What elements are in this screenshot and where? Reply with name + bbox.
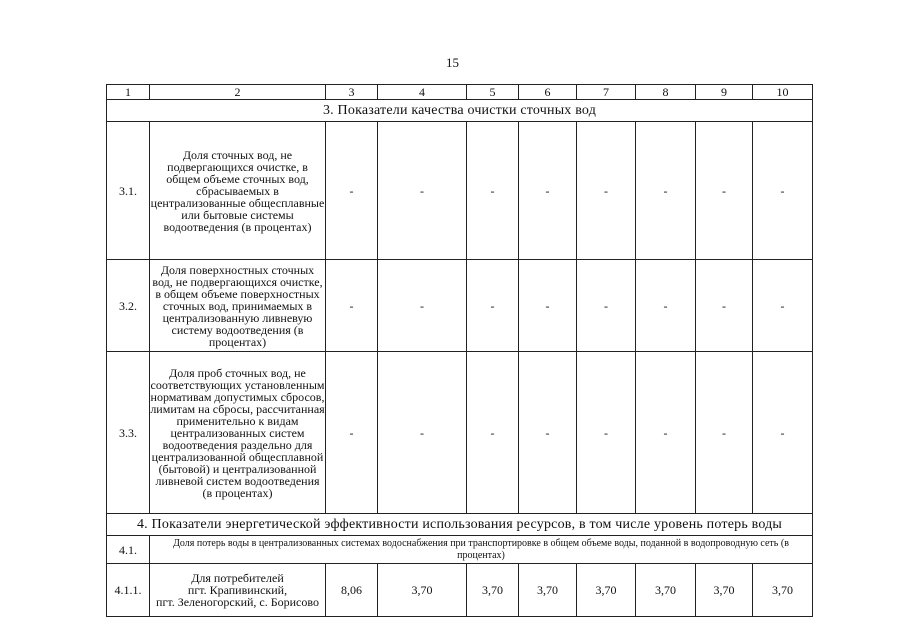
table-row [107, 352, 813, 514]
value-cell: 3,70 [696, 564, 753, 617]
section-3-title: 3. Показатели качества очистки сточных вод [107, 100, 813, 122]
value-cell: - [467, 260, 519, 352]
value-cell: - [326, 260, 378, 352]
row-number: 4.1. [107, 536, 150, 564]
value-cell: - [467, 122, 519, 260]
value-cell: 3,70 [378, 564, 467, 617]
indicators-table [106, 84, 813, 617]
row-number: 3.3. [107, 352, 150, 514]
value-cell: 3,70 [577, 564, 636, 617]
value-cell: - [636, 122, 696, 260]
column-number: 7 [577, 85, 636, 100]
page-number: 15 [446, 55, 459, 70]
value-cell: - [577, 122, 636, 260]
value-cell: 3,70 [753, 564, 813, 617]
row-number: 4.1.1. [107, 564, 150, 617]
value-cell: - [636, 260, 696, 352]
column-number: 5 [467, 85, 519, 100]
table-row [107, 536, 813, 564]
value-cell: 3,70 [467, 564, 519, 617]
value-cell: - [696, 122, 753, 260]
value-cell: 3,70 [519, 564, 577, 617]
section-4-title: 4. Показатели энергетической эффективности использования ресурсов, в том числе уровень потерь воды [107, 514, 813, 536]
column-number: 1 [107, 85, 150, 100]
value-cell: - [636, 352, 696, 514]
row-description: Доля потерь воды в централизованных системах водоснабжения при транспортировке в общем объеме воды, поданной в водопроводную сеть (в процентах) [150, 536, 813, 564]
value-cell: 8,06 [326, 564, 378, 617]
column-number: 6 [519, 85, 577, 100]
column-number: 4 [378, 85, 467, 100]
value-cell: - [696, 260, 753, 352]
value-cell: - [753, 122, 813, 260]
row-description [150, 564, 326, 617]
value-cell: - [519, 352, 577, 514]
value-cell: - [519, 122, 577, 260]
row-number: 3.2. [107, 260, 150, 352]
row-description: Доля проб сточных вод, не соответствующих установленным нормативам допустимых сбросов, лимитам на сбросы, рассчитанная применительно к видам централизованных систем водоотведения раздельно для централизованной общесплавной (бытовой) и централизованной ливневой систем водоотведения (в процентах) [150, 352, 326, 514]
column-number: 3 [326, 85, 378, 100]
table-row [107, 260, 813, 352]
value-cell: - [519, 260, 577, 352]
value-cell: - [753, 352, 813, 514]
value-cell: 3,70 [636, 564, 696, 617]
column-number: 9 [696, 85, 753, 100]
column-number: 8 [636, 85, 696, 100]
value-cell: - [467, 352, 519, 514]
row-description: Доля поверхностных сточных вод, не подвергающихся очистке, в общем объеме поверхностных сточных вод, принимаемых в централизованную ливневую систему водоотведения (в процентах) [150, 260, 326, 352]
row-description: Доля сточных вод, не подвергающихся очистке, в общем объеме сточных вод, сбрасываемых в централизованные общесплавные или бытовые системы водоотведения (в процентах) [150, 122, 326, 260]
value-cell: - [696, 352, 753, 514]
value-cell: - [378, 352, 467, 514]
consumer-line: пгт. Зеленогорский, с. Борисово [156, 595, 319, 609]
table-row [107, 564, 813, 617]
table-row [107, 122, 813, 260]
value-cell: - [753, 260, 813, 352]
consumer-line: Для потребителей [191, 571, 284, 585]
column-number: 2 [150, 85, 326, 100]
section-4-row [107, 514, 813, 536]
column-numbers-row [107, 85, 813, 100]
column-number: 10 [753, 85, 813, 100]
row-number: 3.1. [107, 122, 150, 260]
consumer-line: пгт. Крапивинский, [187, 583, 288, 597]
value-cell: - [577, 260, 636, 352]
value-cell: - [378, 122, 467, 260]
value-cell: - [378, 260, 467, 352]
section-3-row [107, 100, 813, 122]
value-cell: - [326, 352, 378, 514]
value-cell: - [326, 122, 378, 260]
value-cell: - [577, 352, 636, 514]
